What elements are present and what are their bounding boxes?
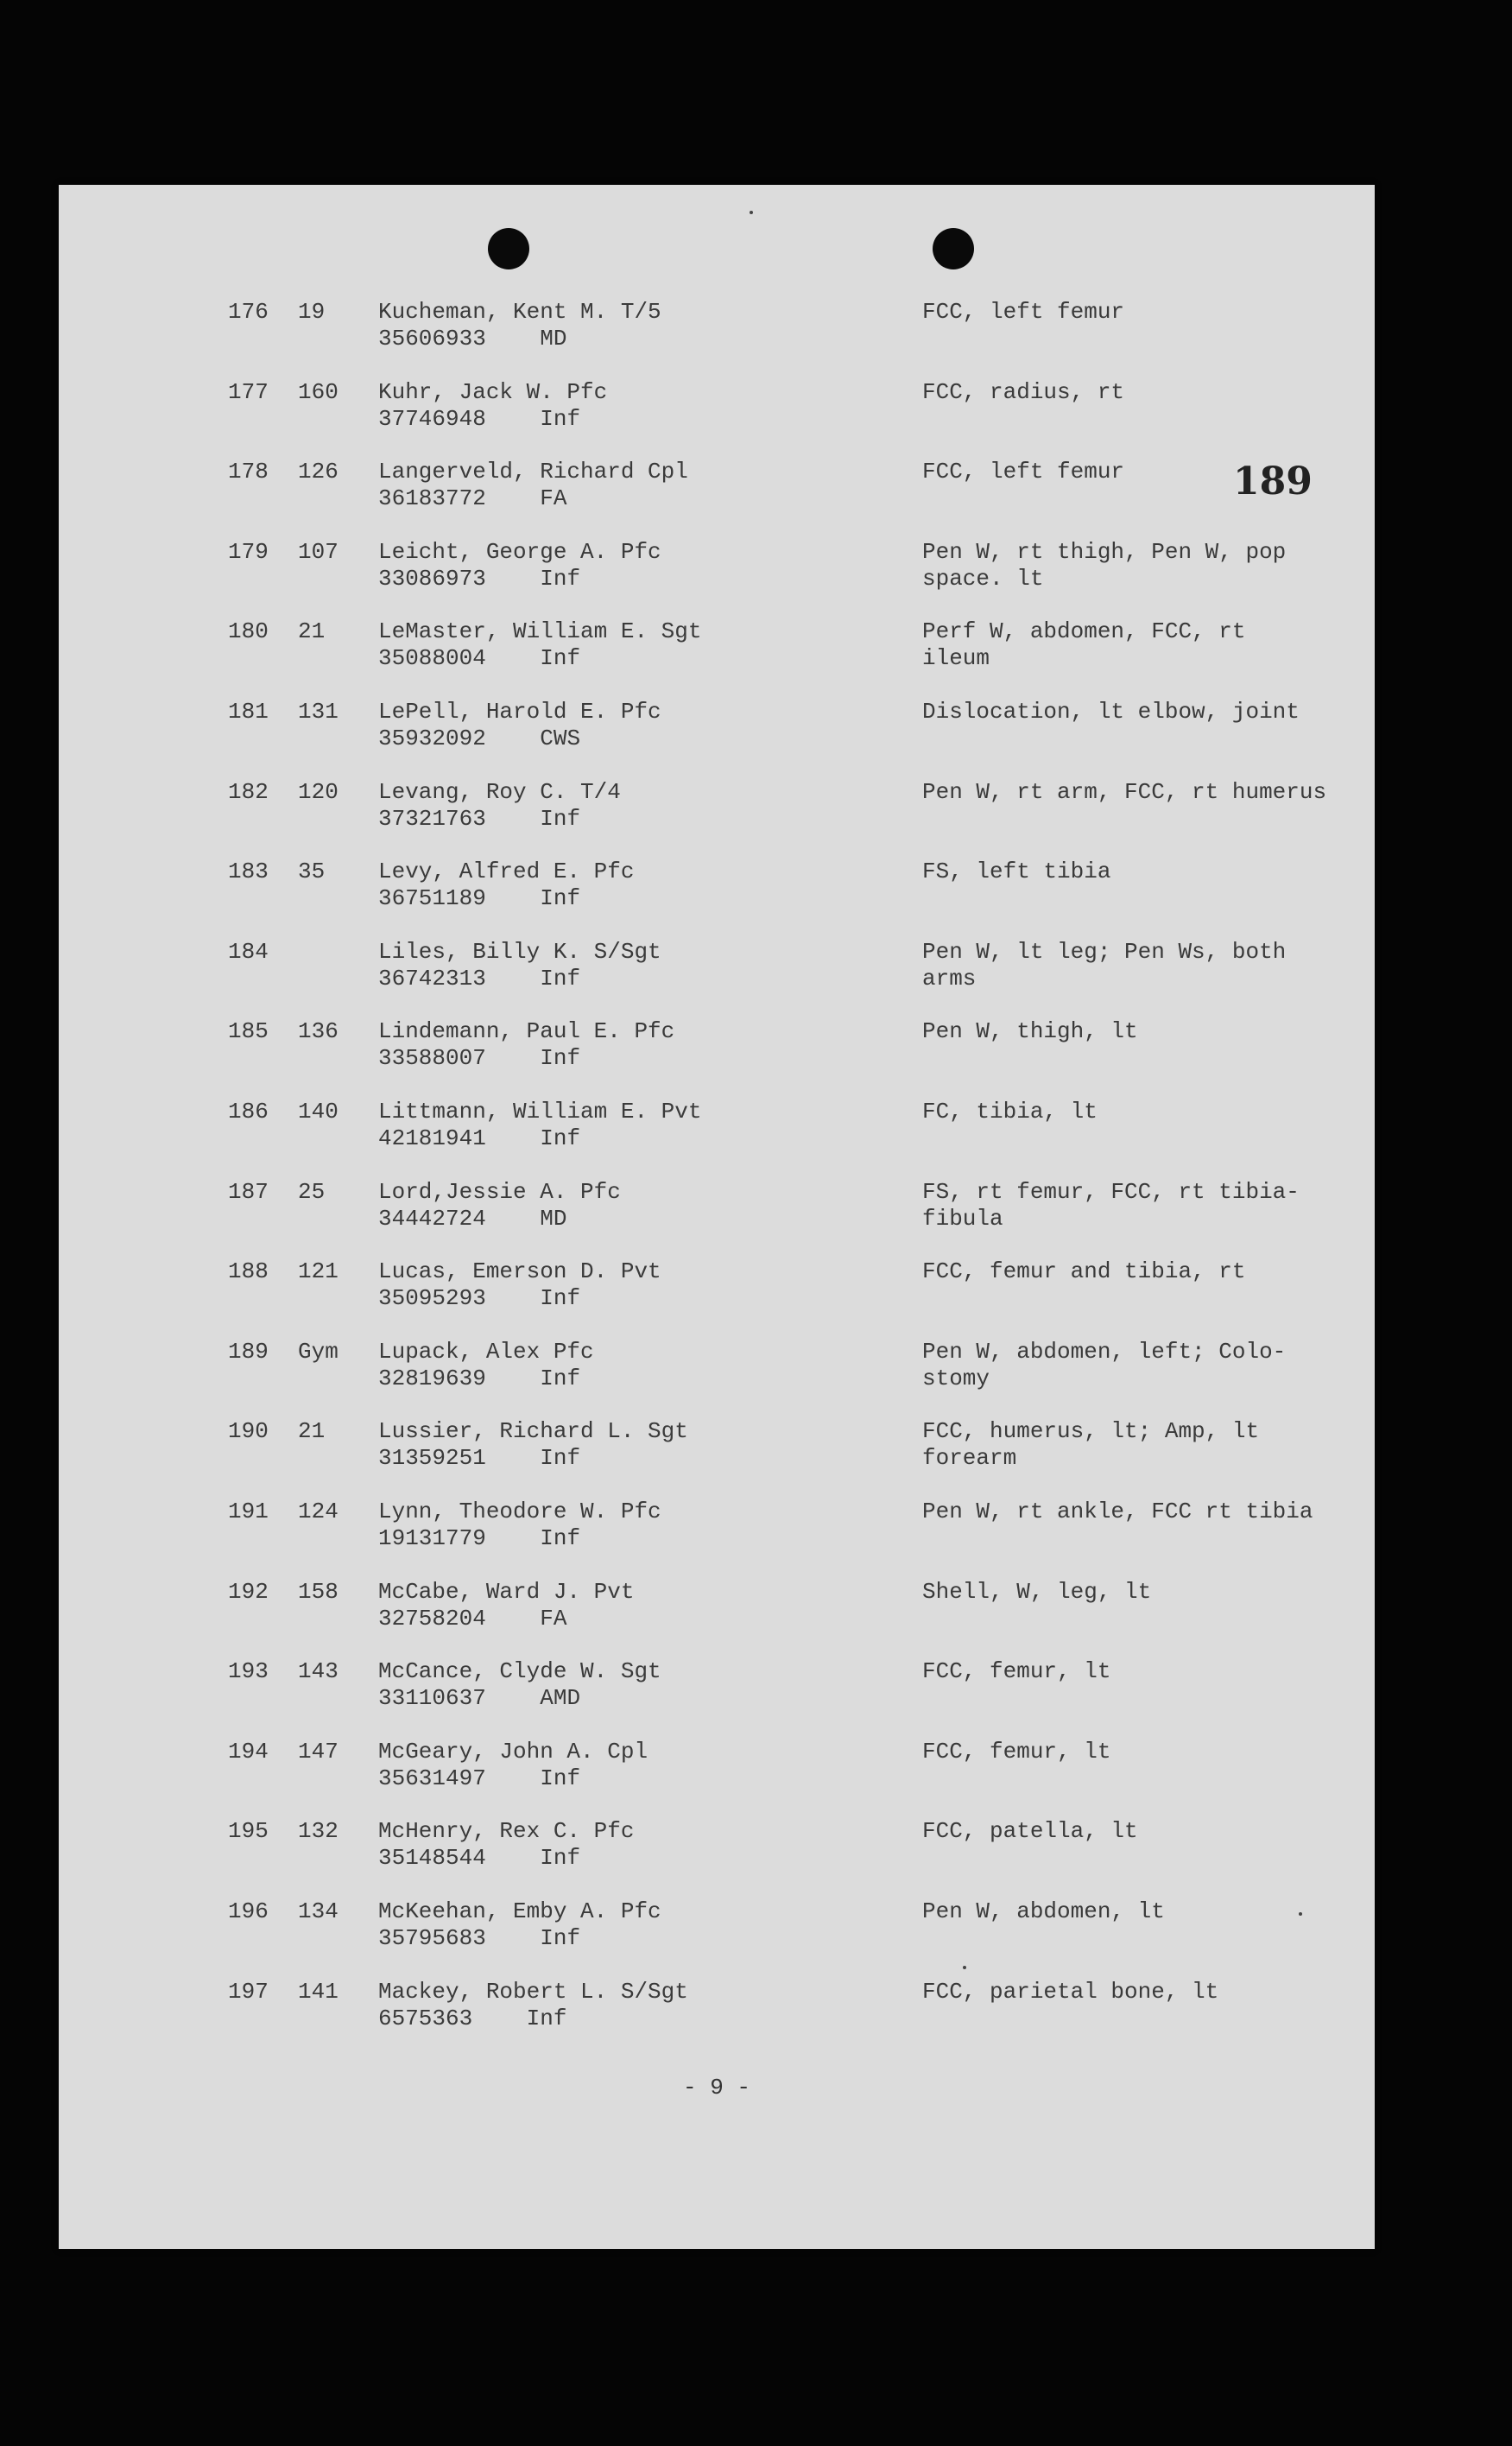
record-row [59, 1739, 1375, 1816]
record-number: 192 [228, 1578, 269, 1605]
serial-number: 35932092 [378, 726, 486, 751]
record-number: 196 [228, 1898, 269, 1924]
patient-name-rank: Liles, Billy K. S/Sgt [378, 938, 661, 965]
ward-number: 19 [298, 299, 326, 325]
diagnosis: Pen W, rt arm, FCC, rt humerus [922, 778, 1327, 805]
serial-and-unit [378, 1765, 580, 1792]
diagnosis: Pen W, thigh, lt [922, 1018, 1138, 1045]
diagnosis: Shell, W, leg, lt [922, 1578, 1152, 1605]
serial-number: 42181941 [378, 1125, 486, 1151]
unit: Inf [526, 2005, 567, 2031]
record-number: 195 [228, 1818, 269, 1845]
ward-number: 131 [298, 699, 338, 725]
record-number: 185 [228, 1018, 269, 1045]
ward-number: 143 [298, 1658, 338, 1685]
patient-name-rank: Lord,Jessie A. Pfc [378, 1178, 621, 1205]
ward-number: 141 [298, 1978, 338, 2005]
patient-name-rank: Levy, Alfred E. Pfc [378, 859, 635, 885]
ward-number: 126 [298, 459, 338, 485]
unit: Inf [540, 805, 581, 832]
record-number: 190 [228, 1418, 269, 1445]
patient-name-rank: Lucas, Emerson D. Pvt [378, 1258, 661, 1285]
ward-number: 25 [298, 1178, 326, 1205]
serial-and-unit [378, 1366, 580, 1392]
serial-and-unit [378, 966, 580, 992]
ward-number: 140 [298, 1099, 338, 1125]
record-row [59, 1099, 1375, 1176]
patient-name-rank: Littmann, William E. Pvt [378, 1099, 702, 1125]
record-row [59, 459, 1375, 536]
diagnosis: FCC, left femur [922, 299, 1125, 325]
serial-number: 37746948 [378, 405, 486, 432]
ward-number: 134 [298, 1898, 338, 1924]
serial-number: 32758204 [378, 1605, 486, 1632]
ward-number: Gym [298, 1338, 338, 1365]
ward-number: 158 [298, 1578, 338, 1605]
unit: Inf [540, 1925, 581, 1951]
speck [963, 1966, 966, 1969]
diagnosis: Perf W, abdomen, FCC, rt ileum [922, 618, 1246, 672]
serial-and-unit [378, 885, 580, 912]
record-row [59, 1979, 1375, 2056]
diagnosis: FC, tibia, lt [922, 1099, 1098, 1125]
punch-hole-left [488, 228, 529, 269]
serial-number: 36742313 [378, 965, 486, 992]
serial-and-unit [378, 1125, 580, 1152]
unit: MD [540, 326, 567, 352]
record-row [59, 1018, 1375, 1096]
serial-and-unit [378, 2006, 566, 2032]
diagnosis: Pen W, abdomen, lt [922, 1898, 1165, 1924]
patient-name-rank: Lindemann, Paul E. Pfc [378, 1018, 675, 1045]
unit: Inf [540, 1845, 581, 1872]
diagnosis: Pen W, rt thigh, Pen W, pop space. lt [922, 538, 1287, 592]
ward-number: 147 [298, 1738, 338, 1765]
unit: Inf [540, 885, 581, 912]
patient-name-rank: McKeehan, Emby A. Pfc [378, 1898, 661, 1924]
patient-name-rank: McCance, Clyde W. Sgt [378, 1658, 661, 1685]
ward-number: 160 [298, 378, 338, 405]
unit: Inf [540, 1445, 581, 1472]
serial-and-unit [378, 326, 566, 352]
patient-name-rank: Langerveld, Richard Cpl [378, 459, 688, 485]
record-row [59, 618, 1375, 696]
record-row [59, 1499, 1375, 1576]
unit: CWS [540, 726, 581, 751]
unit: MD [540, 1205, 567, 1232]
record-row [59, 379, 1375, 457]
diagnosis: Pen W, abdomen, left; Colo- stomy [922, 1338, 1287, 1391]
serial-number: 19131779 [378, 1525, 486, 1551]
record-number: 183 [228, 859, 269, 885]
diagnosis: FCC, femur and tibia, rt [922, 1258, 1246, 1285]
patient-name-rank: Levang, Roy C. T/4 [378, 778, 621, 805]
diagnosis: FCC, femur, lt [922, 1658, 1111, 1685]
record-row [59, 299, 1375, 377]
record-row [59, 1179, 1375, 1257]
record-row [59, 1579, 1375, 1657]
record-row [59, 1258, 1375, 1336]
patient-name-rank: Lussier, Richard L. Sgt [378, 1418, 688, 1445]
serial-and-unit [378, 1606, 566, 1632]
unit: Inf [540, 1125, 581, 1151]
record-number: 187 [228, 1178, 269, 1205]
patient-name-rank: Lynn, Theodore W. Pfc [378, 1499, 661, 1524]
serial-number: 31359251 [378, 1445, 486, 1472]
record-number: 176 [228, 299, 269, 325]
serial-and-unit [378, 566, 580, 592]
serial-number: 6575363 [378, 2005, 473, 2031]
diagnosis: FS, rt femur, FCC, rt tibia- fibula [922, 1178, 1300, 1232]
diagnosis: FCC, patella, lt [922, 1818, 1138, 1845]
serial-number: 32819639 [378, 1365, 486, 1391]
patient-name-rank: LePell, Harold E. Pfc [378, 699, 661, 725]
serial-and-unit [378, 1525, 580, 1552]
serial-and-unit [378, 726, 580, 752]
serial-number: 35606933 [378, 326, 486, 352]
record-row [59, 1339, 1375, 1416]
ward-number: 35 [298, 859, 326, 885]
unit: Inf [540, 1045, 581, 1072]
record-row [59, 1658, 1375, 1736]
unit: FA [540, 485, 567, 512]
patient-name-rank: Leicht, George A. Pfc [378, 538, 661, 565]
unit: FA [540, 1605, 567, 1632]
diagnosis: Dislocation, lt elbow, joint [922, 699, 1300, 725]
patient-name-rank: McGeary, John A. Cpl [378, 1738, 648, 1765]
diagnosis: FCC, humerus, lt; Amp, lt forearm [922, 1418, 1260, 1472]
serial-number: 33110637 [378, 1685, 486, 1712]
record-number: 189 [228, 1338, 269, 1365]
patient-name-rank: Kuhr, Jack W. Pfc [378, 378, 608, 405]
ward-number: 21 [298, 618, 326, 645]
record-number: 194 [228, 1738, 269, 1765]
record-row [59, 859, 1375, 936]
record-number: 182 [228, 778, 269, 805]
diagnosis: FCC, parietal bone, lt [922, 1978, 1219, 2005]
ward-number: 124 [298, 1499, 338, 1524]
ward-number: 120 [298, 778, 338, 805]
record-row [59, 539, 1375, 617]
document-page [59, 185, 1375, 2249]
punch-hole-right [933, 228, 974, 269]
diagnosis: Pen W, lt leg; Pen Ws, both arms [922, 938, 1287, 992]
speck [750, 211, 753, 214]
patient-name-rank: LeMaster, William E. Sgt [378, 618, 702, 645]
speck [1299, 1912, 1302, 1916]
serial-and-unit [378, 1285, 580, 1312]
serial-and-unit [378, 1925, 580, 1952]
unit: Inf [540, 405, 581, 432]
ward-number: 107 [298, 538, 338, 565]
serial-number: 35148544 [378, 1845, 486, 1872]
serial-and-unit [378, 406, 580, 433]
serial-and-unit [378, 485, 566, 512]
unit: AMD [540, 1685, 581, 1712]
serial-and-unit [378, 806, 580, 833]
stamp-number: 189 [1233, 459, 1313, 504]
diagnosis: FCC, left femur [922, 459, 1125, 485]
unit: Inf [540, 1525, 581, 1551]
record-number: 191 [228, 1499, 269, 1524]
record-number: 184 [228, 938, 269, 965]
record-number: 179 [228, 538, 269, 565]
record-number: 188 [228, 1258, 269, 1285]
ward-number: 21 [298, 1418, 326, 1445]
unit: Inf [540, 965, 581, 992]
record-row [59, 1418, 1375, 1496]
serial-number: 35795683 [378, 1925, 486, 1951]
unit: Inf [540, 1365, 581, 1391]
unit: Inf [540, 565, 581, 592]
unit: Inf [540, 1285, 581, 1312]
serial-and-unit [378, 1685, 580, 1712]
serial-number: 33588007 [378, 1045, 486, 1072]
page-number: - 9 - [682, 2075, 750, 2101]
unit: Inf [540, 1765, 581, 1791]
record-row [59, 939, 1375, 1017]
serial-and-unit [378, 1445, 580, 1472]
diagnosis: Pen W, rt ankle, FCC rt tibia [922, 1499, 1313, 1524]
ward-number: 132 [298, 1818, 338, 1845]
ward-number: 121 [298, 1258, 338, 1285]
record-number: 178 [228, 459, 269, 485]
record-number: 181 [228, 699, 269, 725]
patient-name-rank: Mackey, Robert L. S/Sgt [378, 1978, 688, 2005]
record-number: 186 [228, 1099, 269, 1125]
record-row [59, 699, 1375, 776]
serial-and-unit [378, 1045, 580, 1072]
serial-number: 34442724 [378, 1205, 486, 1232]
serial-and-unit [378, 1845, 580, 1872]
diagnosis: FCC, femur, lt [922, 1738, 1111, 1765]
serial-number: 37321763 [378, 805, 486, 832]
record-row [59, 1898, 1375, 1976]
serial-and-unit [378, 645, 580, 672]
record-row [59, 1818, 1375, 1896]
serial-and-unit [378, 1206, 566, 1233]
serial-number: 35631497 [378, 1765, 486, 1791]
serial-number: 36183772 [378, 485, 486, 512]
record-number: 177 [228, 378, 269, 405]
patient-name-rank: McHenry, Rex C. Pfc [378, 1818, 635, 1845]
patient-name-rank: Kucheman, Kent M. T/5 [378, 299, 661, 325]
serial-number: 33086973 [378, 565, 486, 592]
record-row [59, 779, 1375, 857]
serial-number: 35095293 [378, 1285, 486, 1312]
record-number: 193 [228, 1658, 269, 1685]
unit: Inf [540, 645, 581, 672]
diagnosis: FCC, radius, rt [922, 378, 1125, 405]
ward-number: 136 [298, 1018, 338, 1045]
patient-name-rank: Lupack, Alex Pfc [378, 1338, 594, 1365]
record-number: 180 [228, 618, 269, 645]
record-number: 197 [228, 1978, 269, 2005]
serial-number: 36751189 [378, 885, 486, 912]
diagnosis: FS, left tibia [922, 859, 1111, 885]
patient-name-rank: McCabe, Ward J. Pvt [378, 1578, 635, 1605]
serial-number: 35088004 [378, 645, 486, 672]
